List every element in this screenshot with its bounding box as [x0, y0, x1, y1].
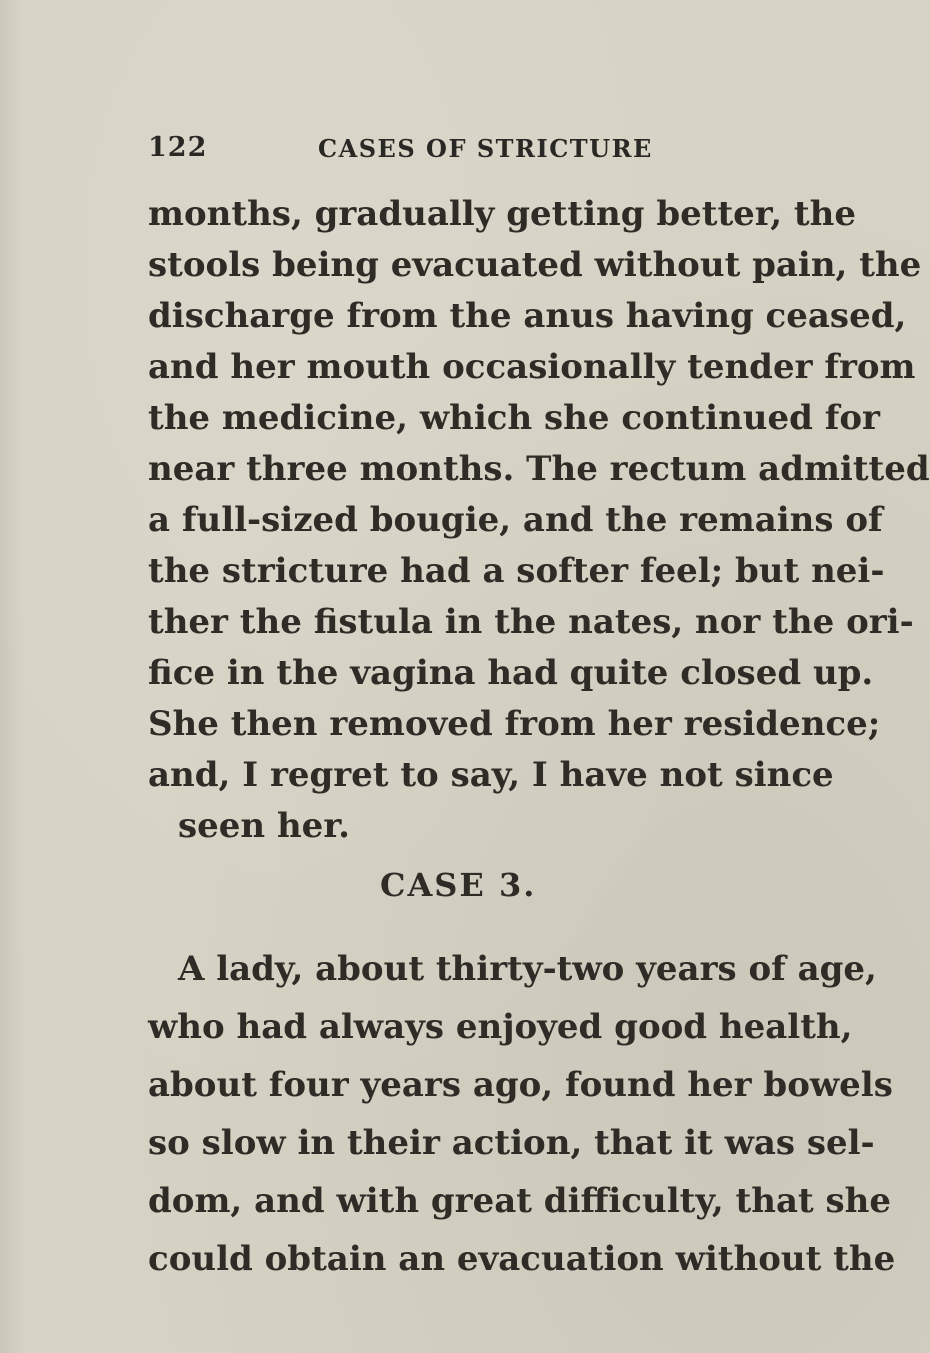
text-line: dom, and with great difficulty, that she: [148, 1181, 892, 1221]
page-number: 122: [148, 132, 208, 163]
text-line: could obtain an evacuation without the: [148, 1239, 896, 1279]
running-title: CASES OF STRICTURE: [318, 134, 653, 163]
case-heading: CASE 3.: [380, 866, 537, 904]
text-line: and her mouth occasionally tender from: [148, 347, 916, 387]
text-line: months, gradually getting better, the: [148, 194, 856, 234]
text-line: a full-sized bougie, and the remains of: [148, 500, 883, 540]
text-line: seen her.: [178, 806, 350, 846]
text-line: stools being evacuated without pain, the: [148, 245, 922, 285]
text-line: who had always enjoyed good health,: [148, 1007, 853, 1047]
text-line: She then removed from her residence;: [148, 704, 881, 744]
text-line: the medicine, which she continued for: [148, 398, 880, 438]
text-line: the stricture had a softer feel; but nei-: [148, 551, 885, 591]
text-line: about four years ago, found her bowels: [148, 1065, 893, 1105]
text-line: and, I regret to say, I have not since: [148, 755, 834, 795]
running-head: [148, 132, 653, 172]
text-line: near three months. The rectum admitted: [148, 449, 930, 489]
text-line: so slow in their action, that it was sel-: [148, 1123, 875, 1163]
text-line: fice in the vagina had quite closed up.: [148, 653, 874, 693]
text-line: discharge from the anus having ceased,: [148, 296, 907, 336]
text-line: A lady, about thirty-two years of age,: [178, 949, 877, 989]
page-edge-shadow: [0, 0, 24, 1353]
text-line: ther the fistula in the nates, nor the ori-: [148, 602, 914, 642]
